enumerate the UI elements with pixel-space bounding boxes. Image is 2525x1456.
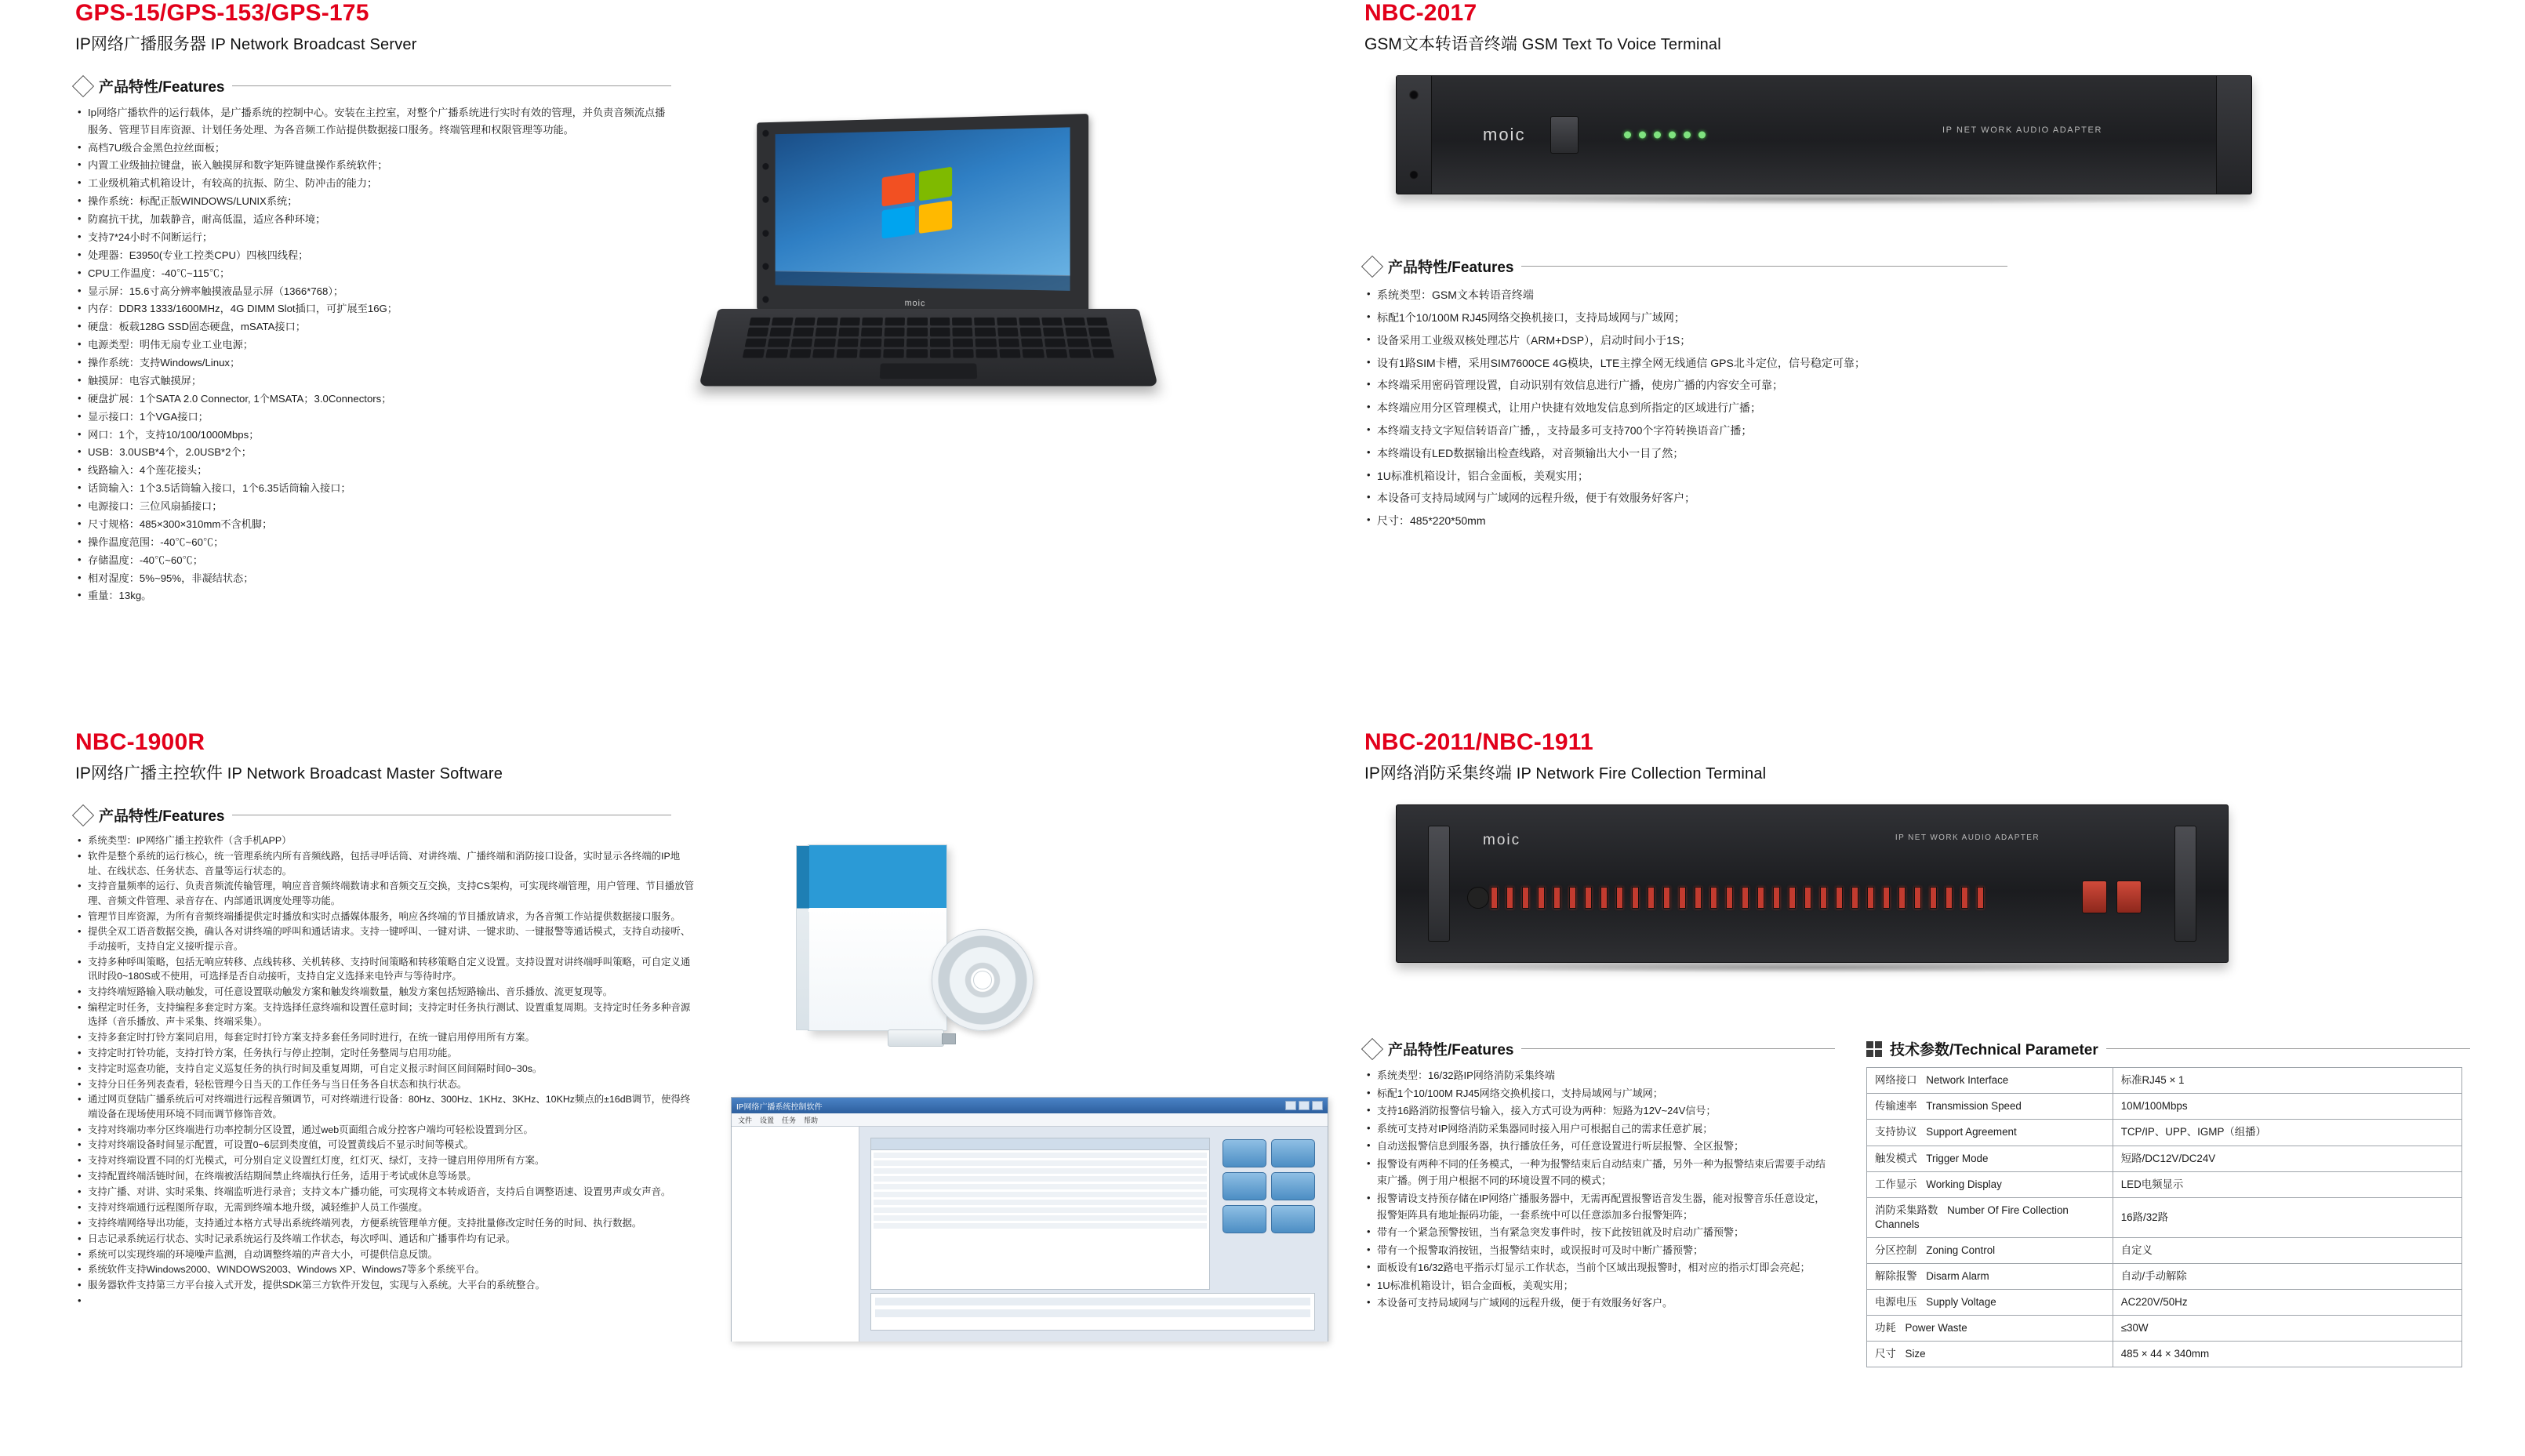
diamond-icon bbox=[1361, 1038, 1383, 1060]
param-name-cn: 工作显示 bbox=[1875, 1178, 1917, 1190]
laptop-screen bbox=[757, 114, 1088, 319]
product-block-nbc2017 bbox=[1364, 0, 2478, 706]
window-controls[interactable] bbox=[1285, 1101, 1323, 1110]
control-button[interactable] bbox=[1223, 1172, 1266, 1200]
device-silkscreen-text: IP NET WORK AUDIO ADAPTER bbox=[1895, 833, 2040, 843]
param-name-en: Disarm Alarm bbox=[1926, 1270, 1989, 1283]
param-name-en: Trigger Mode bbox=[1926, 1152, 1989, 1164]
list-item: • 支持对终端通行远程图所存取，无需到终端本地升级，减轻维护人员工作强度。 bbox=[75, 1200, 695, 1215]
param-name-cn: 分区控制 bbox=[1875, 1244, 1917, 1256]
nbc1900r-content-row bbox=[75, 833, 1236, 1342]
param-name-en: Support Agreement bbox=[1926, 1126, 2017, 1138]
list-item: • 支持7*24小时不间断运行； bbox=[75, 229, 671, 245]
list-item: • 尺寸：485*220*50mm bbox=[1364, 510, 2007, 532]
list-item: • 电源类型：明伟无扇专业工业电源； bbox=[75, 336, 671, 353]
param-name-cn: 尺寸 bbox=[1875, 1348, 1896, 1360]
table-cell-value: ≤30W bbox=[2113, 1316, 2461, 1342]
list-item: • 提供全双工语音数据交换，确认各对讲终端的呼叫和通话请求。支持一键呼叫、一键对讲、一键求助、一键报警等通话模式，支持自动接听、手动接听，支持自定义接听提示音。 bbox=[75, 924, 695, 953]
list-item: • 系统类型：16/32路IP网络消防采集终端 bbox=[1364, 1067, 1835, 1084]
led-indicators bbox=[1624, 132, 1706, 139]
divider bbox=[2106, 1048, 2470, 1049]
window-titlebar bbox=[732, 1098, 1328, 1113]
rack-screw bbox=[2229, 90, 2239, 100]
status-bar bbox=[875, 1298, 1310, 1305]
list-item: • 话筒输入：1个3.5话筒输入接口，1个6.35话筒输入接口； bbox=[75, 480, 671, 496]
list-item: • 报警设有两种不同的任务模式，一种为报警结束后自动结束广播，另外一种为报警结束后需要手动结束广播。例于用户根据不同的环境设置不同的模式； bbox=[1364, 1156, 1835, 1189]
table-cell-value: 自动/手动解除 bbox=[2113, 1264, 2461, 1290]
features-heading-nbc2017 bbox=[1364, 256, 2007, 277]
list-item: • 支持广播、对讲、实时采集、终端监听进行录音；支持文本广播功能，可实现将文本转成语音，支持后自调整语速、设置男声或女声音。 bbox=[75, 1185, 695, 1199]
list-item: • 高档7U级合金黑色拉丝面板； bbox=[75, 140, 671, 156]
table-cell-key bbox=[1867, 1171, 2113, 1197]
table-cell-value: LED电频显示 bbox=[2113, 1171, 2461, 1197]
list-item: • 硬盘：板载128G SSD固态硬盘，mSATA接口； bbox=[75, 318, 671, 335]
list-item: • 支持16路消防报警信号输入，接入方式可设为两种：短路为12V~24V信号； bbox=[1364, 1102, 1835, 1119]
product-name-nbc2017 bbox=[1364, 34, 2478, 55]
param-name-cn: 解除报警 bbox=[1875, 1270, 1917, 1283]
table-cell-key bbox=[1867, 1094, 2113, 1120]
software-box-illustration bbox=[786, 833, 1045, 1069]
param-name-cn: 传输速率 bbox=[1875, 1100, 1917, 1113]
brand-label: moic bbox=[904, 298, 926, 309]
table-row bbox=[1867, 1342, 2462, 1367]
table-cell-value: 短路/DC12V/DC24V bbox=[2113, 1146, 2461, 1171]
divider bbox=[232, 85, 671, 86]
list-item: • 系统类型：GSM文本转语音终端 bbox=[1364, 285, 2007, 306]
alarm-buttons[interactable] bbox=[2082, 880, 2142, 913]
features-list-nbc1900r bbox=[75, 833, 695, 1292]
window-menubar[interactable] bbox=[732, 1113, 1328, 1127]
product-name-cn: IP网络消防采集终端 bbox=[1364, 764, 1512, 782]
list-item: • 日志记录系统运行状态、实时记录系统运行及终端工作状态，每次呼叫、通话和广播事件均有记录。 bbox=[75, 1232, 695, 1246]
features-list-nbc2017 bbox=[1364, 285, 2007, 532]
param-name-en: Power Waste bbox=[1905, 1322, 1967, 1334]
product-name-nbc1900r bbox=[75, 763, 1236, 784]
table-cell-key bbox=[1867, 1068, 2113, 1094]
param-name-cn: 消防采集路数 bbox=[1875, 1204, 1938, 1216]
product-model-gps: GPS-15/GPS-153/GPS-175 bbox=[75, 0, 369, 26]
table-row bbox=[1867, 1171, 2462, 1197]
software-screenshot bbox=[731, 1097, 1328, 1342]
product-name-en: IP Network Broadcast Server bbox=[210, 36, 417, 53]
list-item: • 系统类型：IP网络广播主控软件（含手机APP） bbox=[75, 833, 695, 848]
list-item: • 支持定时巡查功能，支持自定义巡复任务的执行时间及重复周期，可自定义报示时间区间间隔时间0~30s。 bbox=[75, 1062, 695, 1076]
table-cell-key bbox=[1867, 1197, 2113, 1237]
retail-box bbox=[808, 844, 947, 1031]
window-title: IP网络广播系统控制软件 bbox=[736, 1102, 823, 1112]
table-rows bbox=[871, 1150, 1209, 1233]
control-button-grid[interactable] bbox=[1223, 1139, 1315, 1233]
features-list-gps bbox=[75, 104, 671, 605]
table-cell-value: 自定义 bbox=[2113, 1237, 2461, 1263]
list-item: • 处理器：E3950(专业工控类CPU）四核四线程； bbox=[75, 247, 671, 263]
table-cell-key bbox=[1867, 1342, 2113, 1367]
tech-parameter-table bbox=[1866, 1067, 2462, 1367]
diamond-icon bbox=[72, 75, 94, 97]
list-item: • 支持分日任务列表查看，轻松管理今日当天的工作任务与当日任务各自状态和执行状态。 bbox=[75, 1077, 695, 1091]
product-block-gps bbox=[75, 0, 1236, 706]
power-knob bbox=[1550, 116, 1579, 154]
gps-feature-column bbox=[75, 104, 671, 605]
list-item: • 支持定时打铃功能，支持打铃方案，任务执行与停止控制，定时任务整周与启用功能。 bbox=[75, 1046, 695, 1060]
param-name-en: Size bbox=[1905, 1348, 1926, 1360]
main-panel bbox=[859, 1127, 1328, 1342]
list-item: • 面板设有16/32路电平指示灯显示工作状态，当前个区域出现报警时，相对应的指示灯即会亮起； bbox=[1364, 1259, 1835, 1276]
list-item: • 本设备可支持局域网与广域网的远程升级，便于有效服务好客户。 bbox=[1364, 1294, 1835, 1311]
box-band bbox=[808, 909, 946, 912]
features-heading-nbc2011 bbox=[1364, 1038, 1835, 1059]
menu-item-help[interactable]: 帮助 bbox=[804, 1116, 819, 1124]
param-name-cn: 功耗 bbox=[1875, 1322, 1896, 1334]
table-cell-value: 485 × 44 × 340mm bbox=[2113, 1342, 2461, 1367]
table-cell-value: TCP/IP、UPP、IGMP（组播） bbox=[2113, 1120, 2461, 1146]
table-cell-key bbox=[1867, 1120, 2113, 1146]
list-item: • 显示屏：15.6寸高分辨率触摸液晶显示屏（1366*768）； bbox=[75, 283, 671, 300]
product-name-en: GSM Text To Voice Terminal bbox=[1521, 36, 1721, 53]
list-item: • 相对湿度：5%~95%，非凝结状态； bbox=[75, 570, 671, 586]
control-button[interactable] bbox=[1223, 1139, 1266, 1167]
table-row bbox=[1867, 1237, 2462, 1263]
list-item: • 自动送报警信息到服务器，执行播放任务，可任意设置进行听层报警、全区报警； bbox=[1364, 1138, 1835, 1154]
keyboard bbox=[743, 318, 1114, 358]
features-heading-nbc1900r bbox=[75, 804, 671, 826]
table-cell-key bbox=[1867, 1290, 2113, 1316]
param-name-en: Zoning Control bbox=[1926, 1244, 1996, 1256]
list-item: • 存储温度：-40℃~60℃； bbox=[75, 552, 671, 568]
list-item: • 1U标准机箱设计，铝合金面板，美观实用； bbox=[1364, 466, 2007, 487]
box-spine bbox=[796, 845, 809, 1030]
table-cell-value: 16路/32路 bbox=[2113, 1197, 2461, 1237]
menu-item-file[interactable]: 文件 bbox=[738, 1116, 753, 1124]
power-button[interactable] bbox=[1467, 887, 1489, 909]
control-button[interactable] bbox=[1271, 1205, 1315, 1233]
list-item: • 支持多套定时打铃方案同启用，每套定时打铃方案支持多套任务同时进行，在统一键启用停用所有方案。 bbox=[75, 1030, 695, 1044]
param-name-en: Number Of Fire Collection Channels bbox=[1875, 1204, 2069, 1230]
table-row bbox=[1867, 1068, 2462, 1094]
list-item: • 触摸屏：电容式触摸屏； bbox=[75, 372, 671, 389]
list-item: • 支持音量频率的运行、负责音频流传输管理，响应音音频终端数请求和音频交互交换，支持CS架构，可实现终端管理，用户管理、节目播放管理、音频文件管理、录音存在、内部通讯调度处理等功能。 bbox=[75, 879, 695, 908]
features-heading-label: 产品特性/Features bbox=[1388, 260, 1514, 277]
list-item: • 系统可以实现终端的环境噪声监测，自动调整终端的声音大小，可提供信息反馈。 bbox=[75, 1247, 695, 1262]
list-item: • 标配1个10/100M RJ45网络交换机接口，支持局域网与广域网； bbox=[1364, 307, 2007, 329]
tech-heading-label: 技术参数/Technical Parameter bbox=[1890, 1042, 2098, 1059]
table-cell-key bbox=[1867, 1146, 2113, 1171]
param-name-cn: 网络接口 bbox=[1875, 1074, 1917, 1087]
list-item: • 服务器软件支持第三方平台接入式开发，提供SDK第三方软件开发包，实现与入系统。大平台的系统整合。 bbox=[75, 1278, 695, 1292]
table-cell-value: 10M/100Mbps bbox=[2113, 1094, 2461, 1120]
param-name-en: Transmission Speed bbox=[1926, 1100, 2022, 1113]
nbc1900r-feature-column bbox=[75, 833, 695, 1294]
list-item: • 设有1路SIM卡槽，采用SIM7600CE 4G模块，LTE主撑全网无线通信 GPS北斗定位，信号稳定可靠； bbox=[1364, 353, 2007, 374]
rack-screw bbox=[2229, 170, 2239, 180]
list-item: • 本终端设有LED数据输出检查线路，对音频输出大小一目了然； bbox=[1364, 443, 2007, 464]
product-name-gps bbox=[75, 34, 1236, 55]
menu-item-settings[interactable]: 设置 bbox=[760, 1116, 775, 1124]
table-row bbox=[1867, 1290, 2462, 1316]
windows-logo-icon bbox=[882, 167, 953, 239]
list-item: • USB：3.0USB*4个，2.0USB*2个； bbox=[75, 444, 671, 460]
control-button[interactable] bbox=[1271, 1172, 1315, 1200]
list-item: • 支持终端短路输入联动触发，可任意设置联动触发方案和触发终端数量，触发方案包括短路输出、音乐播放、流更复现等。 bbox=[75, 985, 695, 999]
param-name-en: Supply Voltage bbox=[1926, 1296, 1996, 1309]
channel-led-row bbox=[1491, 887, 2047, 909]
rack-handle-right bbox=[2174, 826, 2196, 942]
product-model-nbc1900r: NBC-1900R bbox=[75, 729, 205, 755]
list-item: • 管理节目库资源，为所有音频终端播提供定时播放和实时点播媒体服务，响应各终端的节目播放请求，为各音频工作站提供数据接口服务。 bbox=[75, 910, 695, 924]
drop-shadow bbox=[1404, 962, 2220, 973]
gps-product-image bbox=[684, 104, 1236, 434]
list-item: • 支持对终端设备时间显示配置，可设置0~6层到类度值，可设置黄线后不显示时间等模式。 bbox=[75, 1138, 695, 1152]
table-cell-key bbox=[1867, 1316, 2113, 1342]
control-button[interactable] bbox=[1223, 1205, 1266, 1233]
table-cell-key bbox=[1867, 1237, 2113, 1263]
rack-screw bbox=[1409, 90, 1419, 100]
cd-disc bbox=[932, 929, 1034, 1031]
param-name-cn: 电源电压 bbox=[1875, 1296, 1917, 1309]
rack-device-nbc2011 bbox=[1396, 804, 2229, 963]
list-item: • 重量：13kg。 bbox=[75, 587, 671, 604]
features-heading-label: 产品特性/Features bbox=[99, 808, 225, 826]
diamond-icon bbox=[72, 804, 94, 826]
list-item: • 1U标准机箱设计，铝合金面板，美观实用； bbox=[1364, 1277, 1835, 1294]
list-item: • 支持终端网络导出功能，支持通过本格方式导出系统终端列表，方便系统管理单方便。支持批量修改定时任务的时间、执行数据。 bbox=[75, 1216, 695, 1230]
list-item: • 通过网页登陆广播系统后可对终端进行远程音频调节，可对终端进行设备：80Hz、300Hz、1KHz、3KHz、10KHz频点的±16dB调节，使得终端设备在现场使用环境不同而调节修饰音效。 bbox=[75, 1092, 695, 1121]
param-name-cn: 支持协议 bbox=[1875, 1126, 1917, 1138]
features-heading-gps bbox=[75, 75, 671, 96]
rack-device-nbc2017 bbox=[1396, 75, 2252, 194]
list-item: • 显示接口：1个VGA接口； bbox=[75, 408, 671, 425]
product-name-en: IP Network Fire Collection Terminal bbox=[1516, 765, 1767, 782]
bezel-screws bbox=[760, 130, 771, 303]
list-item: • 软件是整个系统的运行核心，统一管理系统内所有音频线路，包括寻呼话筒、对讲终端、广播终端和消防接口设备，实时显示各终端的IP地址、在线状态、任务状态、音量等运行状态的。 bbox=[75, 849, 695, 878]
list-item: • 支持对终端功率分区终端进行功率控制分区设置，通过web页面组合成分控客户端均可轻松设置到分区。 bbox=[75, 1123, 695, 1137]
list-item: • 防腐抗干扰，加载静音，耐高低温，适应各种环境； bbox=[75, 211, 671, 227]
list-item: • 本设备可支持局域网与广域网的远程升级，便于有效服务好客户； bbox=[1364, 488, 2007, 509]
divider bbox=[1521, 266, 2007, 267]
list-item: • 操作系统：标配正版WINDOWS/LUNIX系统； bbox=[75, 193, 671, 209]
list-item: • CPU工作温度：-40℃~115℃； bbox=[75, 265, 671, 281]
diamond-icon bbox=[1361, 256, 1383, 278]
list-item: • 硬盘扩展：1个SATA 2.0 Connector, 1个MSATA；3.0Connectors； bbox=[75, 390, 671, 407]
table-cell-value: 标准RJ45 × 1 bbox=[2113, 1068, 2461, 1094]
product-model-nbc2011: NBC-2011/NBC-1911 bbox=[1364, 729, 1593, 755]
status-bar bbox=[875, 1309, 1310, 1317]
nbc2011-content-row bbox=[1364, 1018, 2478, 1367]
features-heading-label: 产品特性/Features bbox=[99, 79, 225, 96]
list-item: • 带有一个报警取消按钮，当报警结束时，或误报时可及时中断广播预警； bbox=[1364, 1242, 1835, 1258]
device-silkscreen-text: IP NET WORK AUDIO ADAPTER bbox=[1942, 125, 2102, 136]
list-item: • 设备采用工业级双核处理芯片（ARM+DSP），启动时间小于1S； bbox=[1364, 330, 2007, 351]
gps-content-row bbox=[75, 104, 1236, 605]
table-row bbox=[1867, 1146, 2462, 1171]
menu-item-tasks[interactable]: 任务 bbox=[782, 1116, 797, 1124]
list-item: • 本终端采用密码管理设置，自动识别有效信息进行广播，使房广播的内容安全可靠； bbox=[1364, 375, 2007, 396]
divider bbox=[1521, 1048, 1835, 1049]
table-row bbox=[1867, 1264, 2462, 1290]
product-name-nbc2011 bbox=[1364, 763, 2478, 784]
table-row bbox=[1867, 1120, 2462, 1146]
table-header bbox=[871, 1138, 1209, 1150]
product-name-cn: GSM文本转语音终端 bbox=[1364, 35, 1517, 53]
taskbar bbox=[776, 271, 1070, 292]
list-item: • 系统可支持对IP网络消防采集器同时接入用户可根据自己的需求任意扩展； bbox=[1364, 1120, 1835, 1137]
device-list-table bbox=[870, 1138, 1210, 1290]
table-row bbox=[1867, 1316, 2462, 1342]
param-name-en: Network Interface bbox=[1926, 1074, 2009, 1087]
grid-icon bbox=[1866, 1041, 1882, 1057]
product-name-cn: IP网络广播主控软件 bbox=[75, 764, 223, 782]
table-cell-key bbox=[1867, 1264, 2113, 1290]
product-model-nbc2017: NBC-2017 bbox=[1364, 0, 1477, 26]
list-item: • 工业级机箱式机箱设计，有较高的抗振、防尘、防冲击的能力； bbox=[75, 175, 671, 191]
list-item: • 操作温度范围：-40℃~60℃； bbox=[75, 534, 671, 550]
product-block-nbc2011 bbox=[1364, 729, 2478, 1451]
device-tree-panel[interactable] bbox=[732, 1127, 859, 1342]
rugged-laptop-illustration bbox=[699, 104, 1186, 434]
nbc2011-feature-column bbox=[1364, 1018, 1835, 1313]
list-item: • 支持多种呼叫策略，包括无响应转移、点线转移、关机转移、支持时间策略和转移策略自定义设置。支持设置对讲终端呼叫策略，可自定义通讯时段0~180S或不使用，可选择是否自动接听，支持自定义选择来电铃声与等待时序。 bbox=[75, 955, 695, 984]
list-item: • 电源接口：三位风扇插接口； bbox=[75, 498, 671, 514]
window-body bbox=[732, 1127, 1328, 1342]
list-item: • 报警请设支持预存储在IP网络广播服务器中，无需再配置报警语音发生器，能对报警音乐任意设定，报警矩阵具有地址振码功能，一套系统中可以任意添加多台报警矩阵； bbox=[1364, 1190, 1835, 1223]
nbc2011-tech-column bbox=[1866, 1018, 2470, 1367]
product-name-en: IP Network Broadcast Master Software bbox=[227, 765, 503, 782]
list-item: • 支持对终端设置不同的灯光模式，可分别自定义设置红灯度，红灯灭、绿灯，支持一键启用停用所有方案。 bbox=[75, 1153, 695, 1167]
list-item: • Ip网络广播软件的运行载体，是广播系统的控制中心。安装在主控室，对整个广播系统进行实时有效的管理，并负责音频流点播服务、管理节目库资源、计划任务处理、为各音频工作站提供数据接口服务。终端管理和权限管理等功能。 bbox=[75, 104, 671, 138]
laptop-display bbox=[776, 128, 1070, 292]
table-cell-value: AC220V/50Hz bbox=[2113, 1290, 2461, 1316]
features-heading-label: 产品特性/Features bbox=[1388, 1042, 1514, 1059]
product-name-cn: IP网络广播服务器 bbox=[75, 35, 206, 53]
param-name-en: Working Display bbox=[1926, 1178, 2002, 1190]
list-item: • 尺寸规格：485×300×310mm不含机脚； bbox=[75, 516, 671, 532]
list-item: • 内存：DDR3 1333/1600MHz，4G DIMM Slot插口，可扩展至16G； bbox=[75, 300, 671, 317]
tech-heading-nbc2011 bbox=[1866, 1038, 2470, 1059]
list-item: • 操作系统：支持Windows/Linux； bbox=[75, 354, 671, 371]
list-item: • 支持配置终端活链时间，在终端被活结期间禁止终端执行任务，适用于考试或休息等场景。 bbox=[75, 1169, 695, 1183]
product-block-nbc1900r bbox=[75, 729, 1236, 1451]
features-list-nbc2011 bbox=[1364, 1067, 1835, 1311]
list-item: • 网口：1个，支持10/100/1000Mbps； bbox=[75, 427, 671, 443]
touchpad bbox=[880, 364, 978, 379]
list-item: • 标配1个10/100M RJ45网络交换机接口，支持局域网与广域网； bbox=[1364, 1085, 1835, 1102]
control-button[interactable] bbox=[1271, 1139, 1315, 1167]
status-panel bbox=[870, 1293, 1315, 1331]
list-item: • 本终端应用分区管理模式，让用户快捷有效地发信息到所指定的区域进行广播； bbox=[1364, 398, 2007, 419]
list-item: • 线路输入：4个莲花接头； bbox=[75, 462, 671, 478]
list-item: • 系统软件支持Windows2000、WINDOWS2003、Windows XP、Windows7等多个系统平台。 bbox=[75, 1262, 695, 1276]
param-name-cn: 触发模式 bbox=[1875, 1152, 1917, 1164]
table-row bbox=[1867, 1094, 2462, 1120]
list-item: • 本终端支持文字短信转语音广播，，支持最多可支持700个字符转换语音广播； bbox=[1364, 420, 2007, 441]
list-item: • 内置工业级抽拉键盘，嵌入触摸屏和数字矩阵键盘操作系统软件； bbox=[75, 157, 671, 173]
drop-shadow bbox=[1404, 194, 2243, 205]
laptop-base bbox=[699, 309, 1158, 387]
list-item: • 编程定时任务，支持编程多套定时方案。支持选择任意终端和设置任意时间；支持定时任务执行测试、设置重复周期。支持定时任务多种音源选择（音乐播放、声卡采集、终端采集）。 bbox=[75, 1000, 695, 1029]
nbc1900r-product-image bbox=[707, 833, 1328, 1342]
rack-screw bbox=[1409, 170, 1419, 180]
list-item: • 带有一个紧急预警按钮，当有紧急突发事件时，按下此按钮就及时启动广播预警； bbox=[1364, 1224, 1835, 1240]
brand-label: moic bbox=[1483, 125, 1526, 145]
usb-dongle bbox=[888, 1029, 944, 1047]
rack-handle-left bbox=[1428, 826, 1450, 942]
table-row bbox=[1867, 1197, 2462, 1237]
brand-label: moic bbox=[1483, 832, 1521, 849]
